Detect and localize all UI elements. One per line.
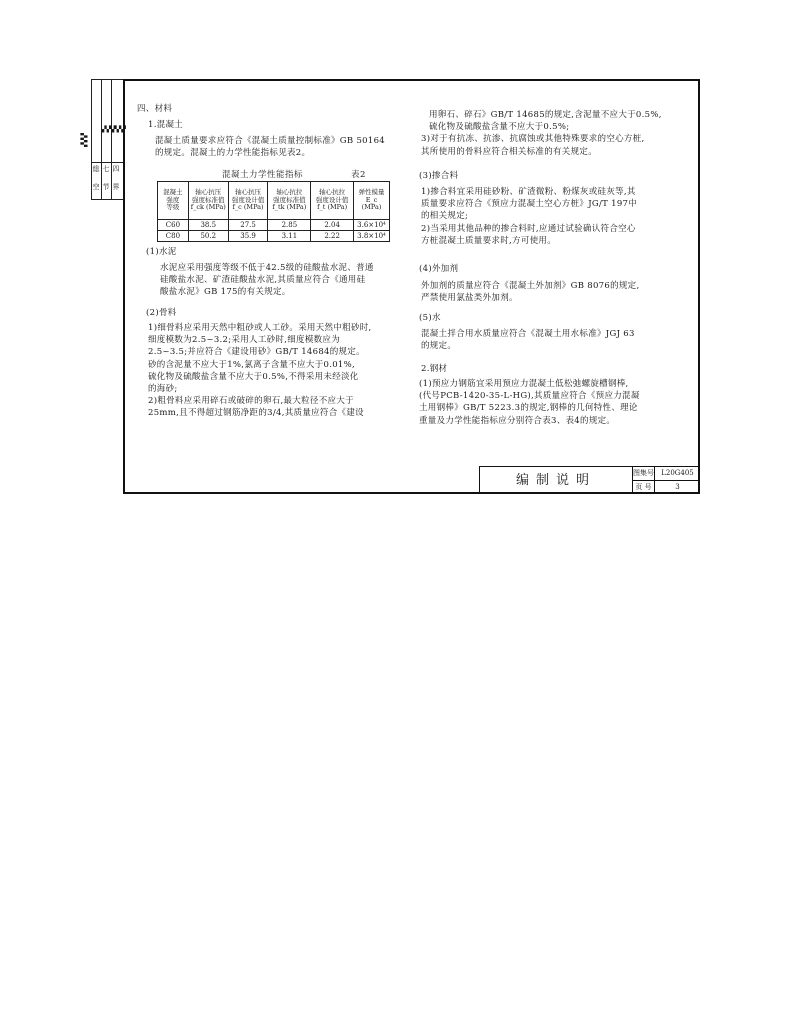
table-number: 表2 bbox=[351, 170, 366, 180]
title-block bbox=[479, 466, 700, 494]
cement-paragraph: 水泥应采用强度等级不低于42.5级的硅酸盐水泥、普通 硅酸盐水泥、矿渣硅酸盐水泥,其质量应符合《通用硅 酸盐水泥》GB 175的有关规定。 bbox=[160, 263, 374, 298]
aggregate-continued-paragraph: 用卵石、碎石》GB/T 14685的规定,含泥量不应大于0.5%, 硫化物及硫酸盐含量不应大于0.5%; 3)对于有抗冻、抗渗、抗腐蚀或其他特殊要求的空心方桩, 其所使用的骨料应符合相关标准的有关规定。 bbox=[421, 110, 662, 157]
header-ftk: 轴心抗拉 强度标准值 f_tk (MPa) bbox=[268, 182, 311, 220]
header-grade: 混凝土 强度 等级 bbox=[158, 182, 189, 220]
section-heading: 四、材料 bbox=[137, 104, 173, 114]
strip-label-1: 総 bbox=[92, 165, 100, 173]
header-ft: 轴心抗拉 强度设计值 f_t (MPa) bbox=[311, 182, 354, 220]
page-number-label: 页 号 bbox=[632, 480, 654, 494]
additive-heading: (4)外加剂 bbox=[419, 264, 459, 274]
steel-paragraph: (1)预应力钢筋宜采用预应力混凝土低松弛螺旋槽钢棒, (代号PCB-1420-35-L-HG),其质量应符合《预应力混凝 土用钢棒》GB/T 5223.3的规定,钢棒的几何特性、理论 重量及力学性能指标应分别符合表3、表4的规定。 bbox=[419, 379, 640, 426]
additive-paragraph: 外加剂的质量应符合《混凝土外加剂》GB 8076的规定, 严禁使用氯盐类外加剂。 bbox=[421, 281, 640, 304]
strip-sublabel-2: 节 bbox=[102, 183, 110, 191]
strip-label-3: 四 bbox=[112, 165, 120, 173]
atlas-number: L20G405 bbox=[654, 466, 700, 480]
admixture-paragraph: 1)掺合料宜采用硅砂粉、矿渣微粉、粉煤灰或硅灰等,其 质量要求应符合《预应力混凝土空心方桩》JG/T 197中 的相关规定; 2)当采用其他品种的掺合料时,应通过试验确认符合空心 方桩混凝土质量要求时,方可使用。 bbox=[421, 187, 638, 246]
water-paragraph: 混凝土拌合用水质量应符合《混凝土用水标准》JGJ 63 的规定。 bbox=[421, 329, 635, 352]
page-number: 3 bbox=[654, 480, 700, 494]
aggregate-heading: (2)骨料 bbox=[146, 308, 177, 318]
header-fck: 轴心抗压 强度标准值 f_ck (MPa) bbox=[188, 182, 228, 220]
drawing-title: 编制说明 bbox=[479, 466, 632, 494]
table-row: C60 38.5 27.5 2.85 2.04 3.6×10⁴ bbox=[158, 220, 390, 231]
concrete-heading: 1.混凝土 bbox=[148, 120, 184, 130]
strip-sublabel-3: 界 bbox=[112, 183, 120, 191]
cement-heading: (1)水泥 bbox=[146, 247, 177, 257]
strip-label-2: 七 bbox=[102, 165, 110, 173]
table-row: C80 50.2 35.9 3.11 2.22 3.8×10⁴ bbox=[158, 231, 390, 242]
table-header-row bbox=[158, 182, 390, 220]
aggregate-paragraph: 1)细骨料应采用天然中粗砂或人工砂。采用天然中粗砂时, 细度模数为2.5~3.2;采用人工砂时,细度模数应为 2.5~3.5;并应符合《建设用砂》GB/T 14684的规定。 砂的含泥量不应大于1%,氯离子含量不应大于0.01%, 硫化物及硫酸盐含量不应大于0.5%,不得采用未经淡化 的海砂; 2)粗骨料应采用碎石或破碎的卵石,最大粒径不应大于 25mm,且不得超过钢筋净距的3/4,其质量应符合《建设 bbox=[148, 323, 372, 419]
signature-stamp-1: ▞▞▞ bbox=[81, 133, 88, 147]
admixture-heading: (3)掺合料 bbox=[419, 171, 459, 181]
signature-stamp-2: ▞▞▞ bbox=[102, 126, 116, 133]
table-caption: 混凝土力学性能指标 表2 bbox=[222, 170, 366, 180]
steel-heading: 2.钢材 bbox=[421, 364, 448, 374]
atlas-number-label: 图集号 bbox=[632, 466, 654, 480]
header-ec: 弹性模量 E_c (MPa) bbox=[354, 182, 390, 220]
signature-stamp-3: ▞▞▞ bbox=[112, 126, 126, 133]
water-heading: (5)水 bbox=[419, 313, 441, 323]
binding-strip bbox=[81, 79, 126, 199]
concrete-properties-table bbox=[157, 181, 390, 242]
strip-sublabel-1: 空 bbox=[92, 183, 100, 191]
concrete-paragraph: 混凝土质量要求应符合《混凝土质量控制标准》GB 50164 的规定。混凝土的力学性能指标见表2。 bbox=[155, 136, 385, 159]
header-fc: 轴心抗压 强度设计值 f_c (MPa) bbox=[228, 182, 268, 220]
